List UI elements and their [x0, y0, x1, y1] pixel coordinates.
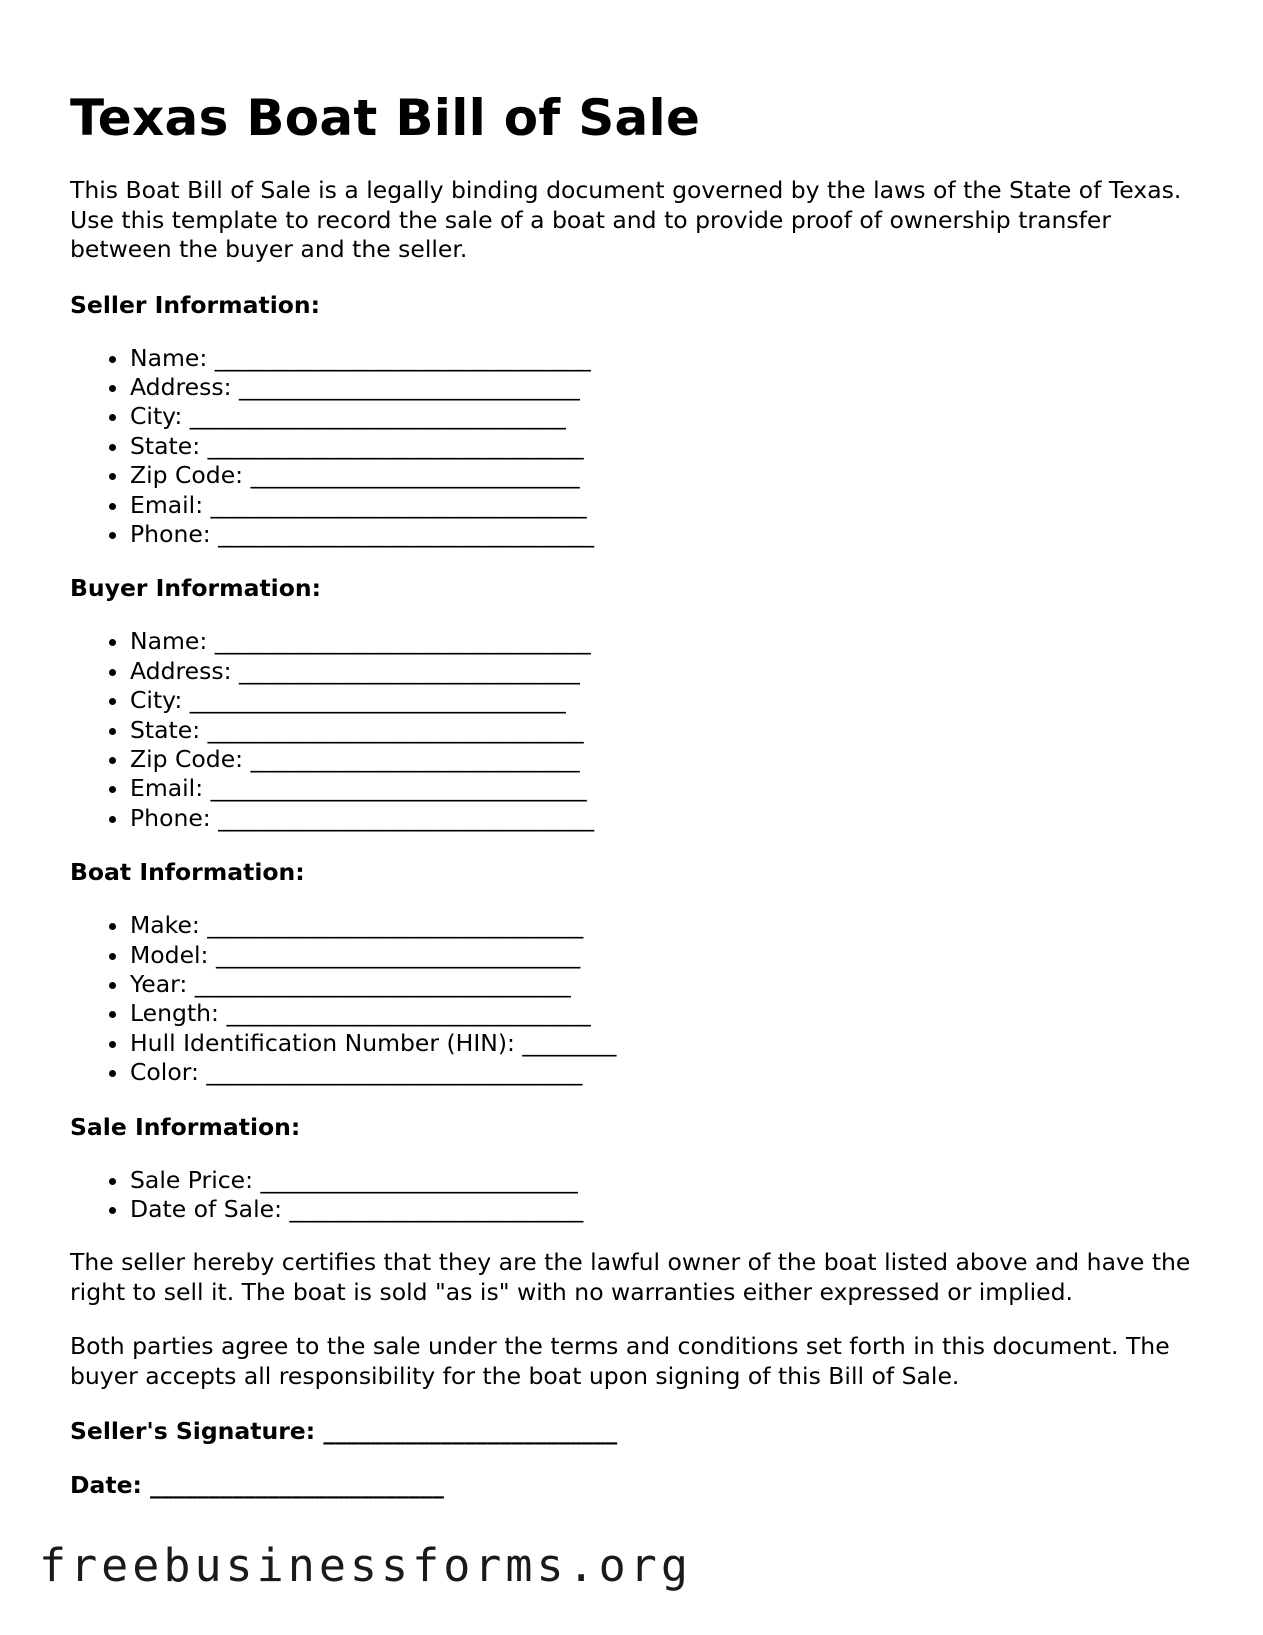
boat-year-field: • Year: ________________________________: [130, 970, 1200, 999]
seller-address-field: • Address: _____________________________: [130, 373, 1200, 402]
buyer-email-field: • Email: ________________________________: [130, 774, 1200, 803]
seller-section-heading: Seller Information:: [70, 290, 321, 319]
sale-section-heading: Sale Information:: [70, 1112, 301, 1141]
boat-hin-field: • Hull Identification Number (HIN): ________: [130, 1029, 1200, 1058]
seller-city-field: • City: ________________________________: [130, 402, 1200, 431]
seller-state-field: • State: ________________________________: [130, 432, 1200, 461]
document-page: [70, 88, 1200, 1524]
seller-signature-line: Seller's Signature: _________________________: [70, 1417, 618, 1446]
boat-length-field: • Length: _______________________________: [130, 999, 1200, 1028]
boat-make-field: • Make: ________________________________: [130, 911, 1200, 940]
buyer-name-field: • Name: ________________________________: [130, 627, 1200, 656]
document-title: Texas Boat Bill of Sale: [70, 89, 701, 147]
buyer-state-field: • State: ________________________________: [130, 716, 1200, 745]
sale-field-list: [70, 1166, 1200, 1225]
seller-phone-field: • Phone: ________________________________: [130, 520, 1200, 549]
buyer-phone-field: • Phone: ________________________________: [130, 804, 1200, 833]
site-watermark: freebusinessforms.org: [39, 1539, 692, 1592]
boat-field-list: [70, 911, 1200, 1087]
seller-name-field: • Name: ________________________________: [130, 344, 1200, 373]
buyer-section-heading: Buyer Information:: [70, 574, 322, 603]
agreement-paragraph: Both parties agree to the sale under the terms and conditions set forth in this document. The buyer accepts all responsibility for the boat upon signing of this Bill of Sale.: [70, 1332, 1170, 1390]
certification-paragraph: The seller hereby certifies that they are the lawful owner of the boat listed above and have the right to sell it. The boat is sold "as is" with no warranties either expressed or implied.: [70, 1248, 1191, 1306]
date-line: Date: _________________________: [70, 1471, 444, 1500]
buyer-address-field: • Address: _____________________________: [130, 657, 1200, 686]
sale-date-field: • Date of Sale: _________________________: [130, 1195, 1200, 1224]
buyer-city-field: • City: ________________________________: [130, 686, 1200, 715]
boat-model-field: • Model: _______________________________: [130, 941, 1200, 970]
buyer-field-list: [70, 627, 1200, 833]
seller-field-list: [70, 344, 1200, 550]
sale-price-field: • Sale Price: ___________________________: [130, 1166, 1200, 1195]
buyer-zip-field: • Zip Code: ____________________________: [130, 745, 1200, 774]
boat-section-heading: Boat Information:: [70, 858, 305, 887]
seller-email-field: • Email: ________________________________: [130, 491, 1200, 520]
intro-paragraph: This Boat Bill of Sale is a legally binding document governed by the laws of the State of Texas. Use this template to record the sale of a boat and to provide proof of ownership transfer between the buyer and the seller.: [70, 176, 1182, 263]
boat-color-field: • Color: ________________________________: [130, 1058, 1200, 1087]
seller-zip-field: • Zip Code: ____________________________: [130, 461, 1200, 490]
